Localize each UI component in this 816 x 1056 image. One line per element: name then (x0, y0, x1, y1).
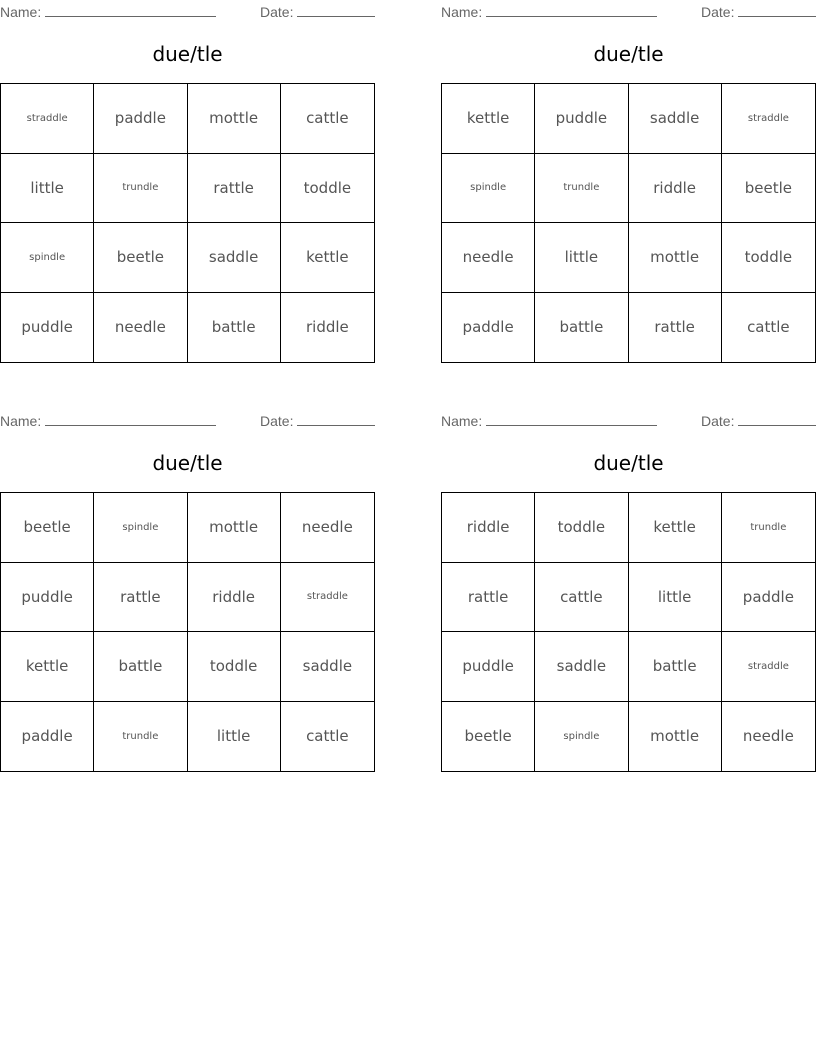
grid-cell: straddle (281, 563, 374, 633)
grid-cell: puddle (535, 84, 628, 154)
grid-cell: trundle (94, 154, 187, 224)
name-date-row (441, 411, 816, 429)
date-label: Date: (701, 413, 735, 429)
word-grid (441, 83, 816, 363)
grid-cell: paddle (442, 293, 535, 363)
grid-cell: riddle (629, 154, 722, 224)
word-grid (441, 492, 816, 772)
grid-cell: cattle (281, 84, 374, 154)
grid-cell: rattle (188, 154, 281, 224)
grid-cell: mottle (629, 702, 722, 772)
name-blank-line (486, 2, 657, 17)
name-label: Name: (441, 4, 483, 20)
grid-cell: spindle (1, 223, 94, 293)
date-blank-line (738, 2, 816, 17)
grid-cell: kettle (1, 632, 94, 702)
grid-cell: mottle (188, 493, 281, 563)
date-field (701, 2, 816, 20)
grid-cell: puddle (1, 563, 94, 633)
name-date-row (441, 2, 816, 20)
bingo-card (0, 0, 375, 365)
grid-cell: straddle (722, 632, 815, 702)
card-title: due/tle (593, 42, 664, 66)
name-date-row (0, 2, 375, 20)
grid-cell: battle (188, 293, 281, 363)
grid-cell: little (629, 563, 722, 633)
grid-cell: needle (442, 223, 535, 293)
grid-cell: mottle (188, 84, 281, 154)
grid-cell: riddle (188, 563, 281, 633)
bingo-card (441, 0, 816, 365)
grid-cell: little (1, 154, 94, 224)
grid-cell: paddle (94, 84, 187, 154)
date-label: Date: (260, 4, 294, 20)
date-blank-line (297, 411, 375, 426)
word-grid (0, 492, 375, 772)
name-blank-line (45, 411, 216, 426)
grid-cell: saddle (188, 223, 281, 293)
grid-cell: kettle (442, 84, 535, 154)
grid-cell: trundle (535, 154, 628, 224)
grid-cell: beetle (442, 702, 535, 772)
name-blank-line (45, 2, 216, 17)
date-label: Date: (701, 4, 735, 20)
card-title: due/tle (152, 42, 223, 66)
name-label: Name: (0, 4, 42, 20)
name-label: Name: (0, 413, 42, 429)
grid-cell: mottle (629, 223, 722, 293)
grid-cell: kettle (629, 493, 722, 563)
grid-cell: riddle (305, 318, 349, 337)
grid-cell: paddle (1, 702, 94, 772)
grid-cell: puddle (1, 293, 94, 363)
bingo-card (441, 409, 816, 774)
grid-cell: saddle (281, 632, 374, 702)
card-title: due/tle (152, 451, 223, 475)
grid-cell: rattle (94, 563, 187, 633)
grid-cell: spindle (442, 154, 535, 224)
grid-cell: spindle (94, 493, 187, 563)
grid-cell: riddle (442, 493, 535, 563)
name-field (0, 411, 216, 429)
grid-cell: needle (281, 493, 374, 563)
date-blank-line (738, 411, 816, 426)
grid-cell: trundle (722, 493, 815, 563)
date-field (260, 411, 375, 429)
date-field (260, 2, 375, 20)
grid-cell: toddle (281, 154, 374, 224)
name-date-row (0, 411, 375, 429)
grid-cell: battle (629, 632, 722, 702)
grid-cell: battle (94, 632, 187, 702)
grid-cell: saddle (629, 84, 722, 154)
date-label: Date: (260, 413, 294, 429)
grid-cell: cattle (535, 563, 628, 633)
name-label: Name: (441, 413, 483, 429)
grid-cell: toddle (188, 632, 281, 702)
grid-cell: cattle (306, 727, 349, 746)
grid-cell: puddle (442, 632, 535, 702)
grid-cell: battle (535, 293, 628, 363)
grid-cell: beetle (94, 223, 187, 293)
grid-cell: little (535, 223, 628, 293)
date-field (701, 411, 816, 429)
date-blank-line (297, 2, 375, 17)
name-field (441, 2, 657, 20)
name-field (0, 2, 216, 20)
name-blank-line (486, 411, 657, 426)
card-title: due/tle (593, 451, 664, 475)
grid-cell: straddle (722, 84, 815, 154)
grid-cell: little (188, 702, 281, 772)
grid-cell: spindle (535, 702, 628, 772)
grid-cell: toddle (535, 493, 628, 563)
grid-cell: paddle (722, 563, 815, 633)
bingo-card (0, 409, 375, 774)
grid-cell: straddle (1, 84, 94, 154)
grid-cell: rattle (442, 563, 535, 633)
grid-cell: cattle (747, 318, 790, 337)
grid-cell: trundle (94, 702, 187, 772)
grid-cell: needle (742, 727, 794, 746)
grid-cell: kettle (281, 223, 374, 293)
grid-cell: beetle (1, 493, 94, 563)
grid-cell: toddle (722, 223, 815, 293)
grid-cell: rattle (629, 293, 722, 363)
grid-cell: needle (94, 293, 187, 363)
word-grid (0, 83, 375, 363)
grid-cell: beetle (722, 154, 815, 224)
name-field (441, 411, 657, 429)
grid-cell: saddle (535, 632, 628, 702)
